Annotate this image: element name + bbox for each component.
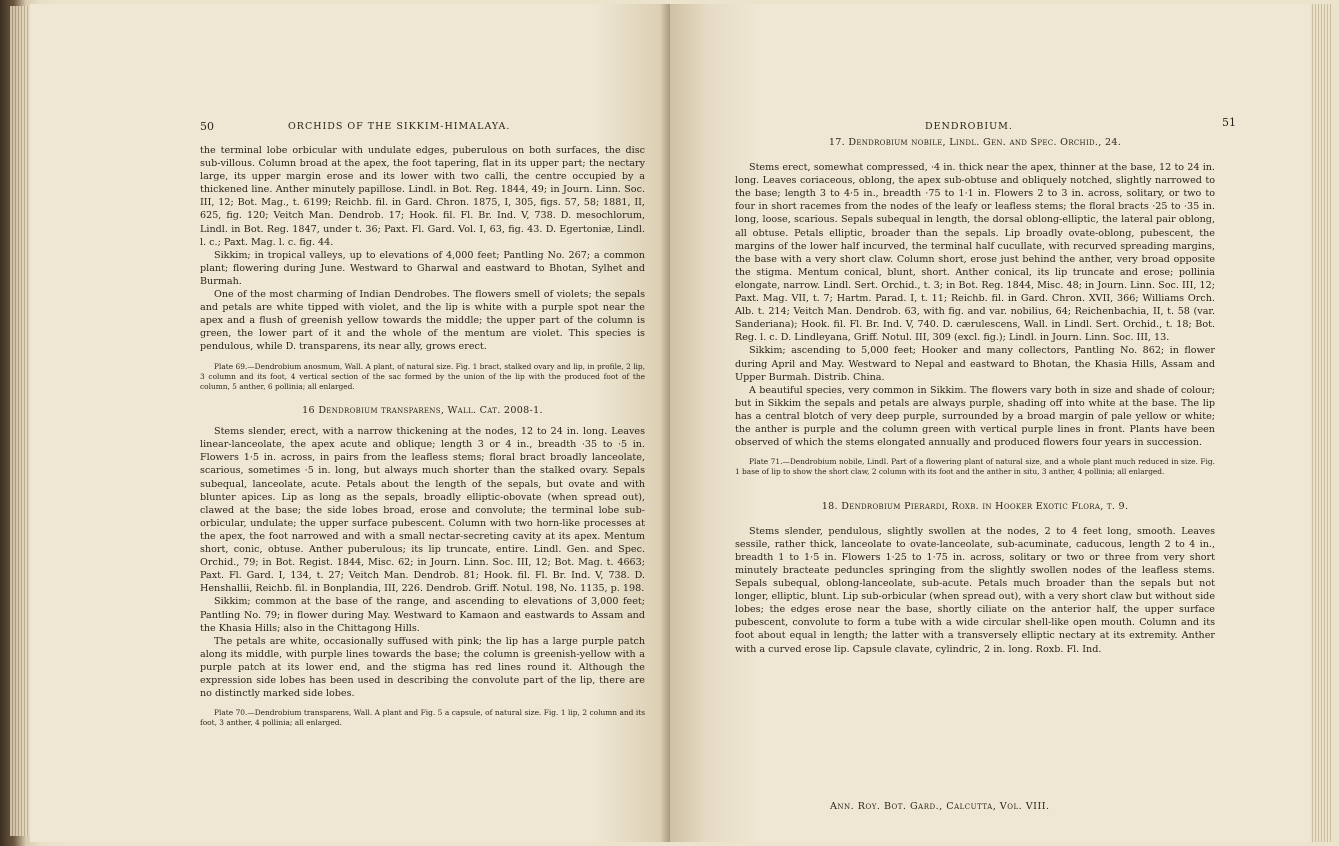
plate-caption: Plate 70.—Dendrobium transparens, Wall. A plant and Fig. 5 a capsule, of natural size. Fig. 1 lip, 2 column and its foot, 3 anther, 4 pollinia; all enlarged. xyxy=(200,708,645,728)
paragraph: the terminal lobe orbicular with undulate edges, puberulous on both surfaces, the disc sub-villous. Column broad at the apex, the foot tapering, flat in its upper part; the nectary large, its upper margin erose and its lower with two calli, the centre occupied by a thickened line. Anther minutely papillose. Lindl. in Bot. Reg. 1844, 49; in Journ. Linn. Soc. III, 12; Bot. Mag., t. 6199; Reichb. fil. in Gard. Chron. 1875, I, 305, figs. 57, 58; 1881, II, 625, fig. 120; Veitch Man. Dendrob. 17; Hook. fil. Fl. Br. Ind. V, 738. D. mesochlorum, Lindl. in Bot. Reg. 1847, under t. 36; Paxt. Fl. Gard. Vol. I, 63, fig. 43. D. Egertoniæ, Lindl. l. c.; Paxt. Mag. l. c. fig. 44. xyxy=(200,145,645,248)
right-page-body xyxy=(735,136,1215,656)
left-running-head: ORCHIDS OF THE SIKKIM-HIMALAYA. xyxy=(288,121,511,132)
section-heading: 16 Dendrobium transparens, Wall. Cat. 2008-1. xyxy=(302,405,543,417)
plate-caption: Plate 69.—Dendrobium anosmum, Wall. A plant, of natural size. Fig. 1 bract, stalked ovary and lip, in profile, 2 lip, 3 column and its foot, 4 vertical section of the sac formed by the union of the lip with the produced foot of the column, 5 anther, 6 pollinia; all enlarged. xyxy=(200,361,645,391)
paragraph: Stems slender, pendulous, slightly swollen at the nodes, 2 to 4 feet long, smooth. Leaves sessile, rather thick, lanceolate to ovate-lanceolate, sub-acuminate, caducous, length 2 to 4 in., breadth 1 to 1·5 in. Flowers 1·25 to 1·75 in. across, solitary or two or three from very short minutely bracteate peduncles springing from the slightly swollen nodes of the leafless stems. Sepals subequal, oblong-lanceolate, sub-acute. Petals much broader than the sepals but not longer, elliptic, blunt. Lip sub-orbicular (when spread out), with a very short claw but without side lobes; the edges erose near the base, shortly ciliate on the anterior half, the upper surface pubescent, convolute to form a tube with a wide circular shell-like open mouth. Column and its foot about equal in length; the latter with a transversely elliptic nectary at its extremity. Anther with a curved erose lip. Capsule clavate, cylindric, 2 in. long. Roxb. Fl. Ind. xyxy=(735,525,1215,655)
right-page-number: 51 xyxy=(1222,116,1236,129)
left-page xyxy=(30,4,670,842)
paragraph: Sikkim; ascending to 5,000 feet; Hooker and many collectors, Pantling No. 862; in flower during April and May. Westward to Nepal and eastward to Bhotan, the Khasia Hills, Assam and Upper Burmah. Distrib. China. xyxy=(735,345,1215,383)
paragraph: Stems erect, somewhat compressed, ·4 in. thick near the apex, thinner at the base, 12 to 24 in. long. Leaves coriaceous, oblong, the apex sub-obtuse and obliquely notched, slightly narrowed to the base; length 3 to 4·5 in., breadth ·75 to 1·1 in. Flowers 2 to 3 in. across, solitary, or two to four in short racemes from the nodes of the leafy or leafless stems; the floral bracts ·25 to ·35 in. long, loose, scarious. Sepals subequal in length, the dorsal oblong-elliptic, the lateral pair oblong, all obtuse. Petals elliptic, broader than the sepals. Lip broadly ovate-oblong, pubescent, the margins of the lower half incurved, the terminal half cucullate, with recurved spreading margins, the base with a very short claw. Column short, erose just behind the anther, very broad opposite the stigma. Mentum conical, blunt, short. Anther conical, its lip truncate and erose; pollinia elongate, narrow. Lindl. Sert. Orchid., t. 3; in Bot. Reg. 1844, Misc. 48; in Journ. Linn. Soc. III, 12; Paxt. Mag. VII, t. 7; Hartm. Parad. I, t. 11; Reichb. fil. in Gard. Chron. XVII, 366; Williams Orch. Alb. t. 214; Veitch Man. Dendrob. 63, with fig. and var. nobilius, 64; Reichenbachia, II, t. 58 (var. Sanderiana); Hook. fil. Fl. Br. Ind. V, 740. D. cærulescens, Wall. in Lindl. Sert. Orchid., t. 18; Bot. Reg. l. c. D. Lindleyana, Griff. Notul. III, 309 (excl. fig.); Lindl. in Journ. Linn. Soc. III, 13. xyxy=(735,162,1215,344)
paragraph: Sikkim; common at the base of the range, and ascending to elevations of 3,000 feet; Pantling No. 79; in flower during May. Westward to Kamaon and eastwards to Assam and the Khasia Hills; also in the Chittagong Hills. xyxy=(200,596,645,634)
right-running-head: DENDROBIUM. xyxy=(925,121,1013,132)
paragraph: A beautiful species, very common in Sikkim. The flowers vary both in size and shade of colour; but in Sikkim the sepals and petals are always purple, shading off into white at the base. The lip has a central blotch of very deep purple, surrounded by a broad margin of pale yellow or white; the anther is purple and the column green with vertical purple lines in front. Plants have been observed of which the stems elongated annually and produced flowers four years in succession. xyxy=(735,384,1215,449)
page-footer: Ann. Roy. Bot. Gard., Calcutta, Vol. VIII. xyxy=(830,801,1050,812)
plate-caption: Plate 71.—Dendrobium nobile, Lindl. Part of a flowering plant of natural size, and a whole plant much reduced in size. Fig. 1 base of lip to show the short claw, 2 column with its foot and the anther in situ, 3 anther, 4 pollinia; all enlarged. xyxy=(735,457,1215,477)
section-heading: 17. Dendrobium nobile, Lindl. Gen. and Spec. Orchid., 24. xyxy=(828,137,1122,148)
right-page xyxy=(670,4,1310,842)
left-page-body xyxy=(200,144,645,729)
paragraph: The petals are white, occasionally suffused with pink; the lip has a large purple patch along its middle, with purple lines towards the base; the column is greenish-yellow with a purple patch at its lower end, and the stigma has red lines round it. Although the expression side lobes has been used in describing the convolute part of the lip, there are no distinctly marked side lobes. xyxy=(200,635,645,700)
section-heading: 18. Dendrobium Pierardi, Roxb. in Hooker Exotic Flora, t. 9. xyxy=(821,500,1129,512)
paragraph: One of the most charming of Indian Dendrobes. The flowers smell of violets; the sepals and petals are white tipped with violet, and the lip is white with a purple spot near the apex and a flush of greenish yellow towards the middle; the upper part of the column is green, the lower part of it and the whole of the mentum are violet. This species is pendulous, while D. transparens, its near ally, grows erect. xyxy=(200,289,645,353)
left-page-number: 50 xyxy=(200,120,214,133)
page-edges-right xyxy=(1307,4,1333,842)
paragraph: Stems slender, erect, with a narrow thickening at the nodes, 12 to 24 in. long. Leaves linear-lanceolate, the apex acute and oblique; length 3 or 4 in., breadth ·35 to ·5 in. Flowers 1·5 in. across, in pairs from the leafless stems; floral bract broadly lanceolate, scarious, sometimes ·5 in. long, but always much shorter than the stalked ovary. Sepals subequal, lanceolate, acute. Petals about the length of the sepals, but ovate and with blunter apices. Lip as long as the sepals, broadly elliptic-obovate (when spread out), clawed at the base; the side lobes broad, erose and convolute; the terminal lobe sub-orbicular, undulate; the upper surface pubescent. Column with two horn-like processes at the apex, the foot narrowed and with a small nectar-secreting cavity at its apex. Mentum short, conic, obtuse. Anther puberulous; its lip truncate, entire. Lindl. Gen. and Spec. Orchid., 79; in Bot. Regist. 1844, Misc. 62; in Journ. Linn. Soc. III, 12; Bot. Mag. t. 4663; Paxt. Fl. Gard. I, 134, t. 27; Veitch Man. Dendrob. 81; Hook. fil. Fl. Br. Ind. V, 738. D. Henshallii, Reichb. fil. in Bonplandia, III, 226. Dendrob. Griff. Notul. 198, No. 1135, p. 198. xyxy=(200,426,645,595)
paragraph: Sikkim; in tropical valleys, up to elevations of 4,000 feet; Pantling No. 267; a common plant; flowering during June. Westward to Gharwal and eastward to Bhotan, Sylhet and Burmah. xyxy=(200,249,645,287)
